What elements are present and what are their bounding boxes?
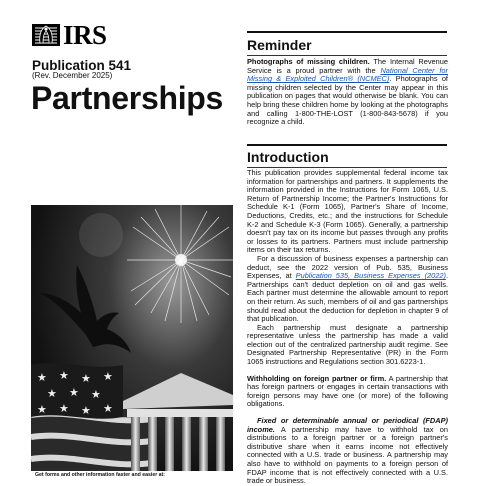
svg-text:★: ★ (47, 387, 57, 400)
reminder-body (247, 58, 448, 127)
svg-text:★: ★ (81, 404, 91, 417)
fdap-paragraph: Fixed or determinable annual or periodical (FDAP) income. A partnership may have to withhold tax on distributions to a foreign partner or a foreign partner's distributive share when it earns income not effectively connected with a U.S. trade or business. A partnership may also have to withhold on payments to a foreign person of FDAP income that is not effectively connected with a U.S. trade or business. (247, 416, 448, 486)
cover-caption: Get forms and other information faster and easier at: (31, 471, 233, 480)
eagle-logo-icon (31, 23, 61, 47)
page-title: Partnerships (31, 80, 224, 116)
introduction-body (247, 169, 448, 486)
svg-text:★: ★ (59, 402, 69, 415)
fdap-lead: Fixed or determinable annual or periodical (FDAP) income. (247, 416, 448, 434)
svg-text:★: ★ (103, 370, 113, 383)
svg-text:★: ★ (37, 371, 47, 384)
withholding-lead: Withholding on foreign partner or firm. (247, 373, 387, 383)
ncmec-link[interactable]: National Center for Missing & Exploited Children® (NCMEC) (247, 65, 448, 84)
missing-children-lead: Photographs of missing children. (247, 57, 370, 66)
svg-text:★: ★ (91, 388, 101, 401)
reminder-top-rule (247, 31, 447, 33)
pub-535-link[interactable]: Publication 535, Business Expenses (2022) (295, 271, 446, 281)
cover-image (31, 205, 233, 480)
introduction-top-rule (247, 144, 447, 146)
svg-text:★: ★ (69, 386, 79, 399)
withholding-paragraph: Withholding on foreign partner or firm. A partnership that has foreign partners or engages in certain transactions with foreign persons may have one (or more) of the following obligations. (247, 373, 448, 409)
introduction-heading: Introduction (247, 149, 329, 165)
intro-paragraph-1: This publication provides supplemental federal income tax information for partnerships and partners. It supplements the information provided in the Instructions for Form 1065, U.S. Return of Partnership Income; the Partner's Instructions for Schedule K-1 (Form 1065), Partner's Share of Income, Deductions, Credits, etc.; and the instructions for Schedule K-2 and Schedule K-3 (Form 1065). Generally, a partnership doesn't pay tax on its income but passes through any profits or losses to its partners. Partners must include partnership items on their tax returns. (247, 168, 448, 255)
svg-text:★: ★ (59, 369, 69, 382)
intro-paragraph-3: Each partnership must designate a partnership representative unless the partnership has made a valid election out of the centralized partnership audit regime. See Designated Partnership Representative (PR) in the Form 1065 instructions and Regulations section 301.6223-1. (247, 322, 448, 367)
reminder-heading-rule (247, 55, 447, 56)
cover-illustration (31, 205, 233, 480)
svg-text:★: ★ (37, 403, 47, 416)
intro-paragraph-2: For a discussion of business expenses a partnership can deduct, see the 2022 version of Pub. 535, Business Expenses, at Publication 535, Business Expenses (2022). Partnerships can't deduct depletion on oil and gas wells. Each partner must determine the allowable amount to report on their return. As such, members of oil and gas partnerships should read about the deduction for depletion in chapter 9 of that publication. (247, 253, 448, 324)
publication-number: Publication 541 (32, 58, 132, 73)
svg-text:★: ★ (81, 372, 91, 385)
svg-text:★: ★ (103, 402, 113, 415)
irs-logo (31, 22, 107, 48)
missing-children-paragraph: Photographs of missing children. The Internal Revenue Service is a proud partner with the National Center for Missing & Exploited Children® (NCMEC). Photographs of missing children selected by the Center may appear in this publication on pages that would otherwise be blank. You can help bring these children home by looking at the photographs and calling 1-800-THE-LOST (1-800-843-5678) if you recognize a child. (247, 57, 448, 127)
revision-date: (Rev. December 2025) (32, 71, 113, 80)
reminder-heading: Reminder (247, 37, 312, 53)
logo-text: IRS (63, 20, 107, 50)
